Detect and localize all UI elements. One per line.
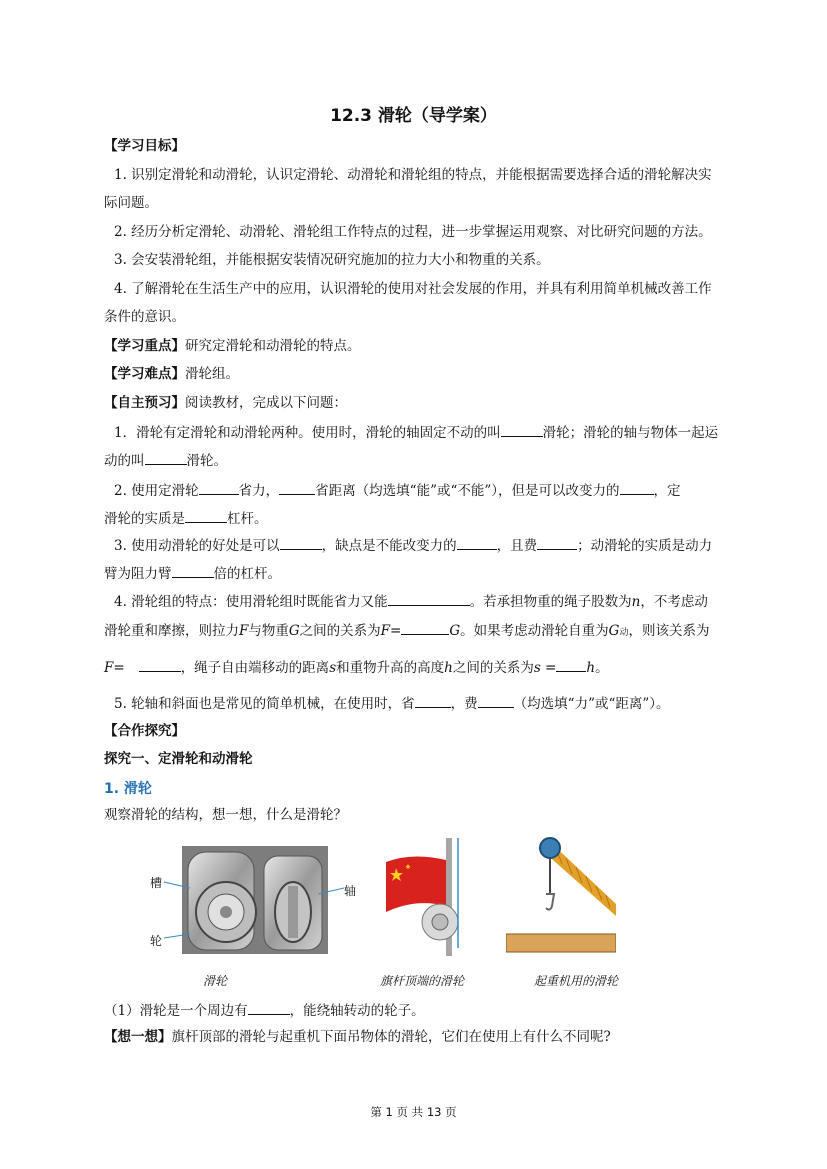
- q4-text-a: 4. 滑轮组的特点：使用滑轮组时既能省力又能: [114, 594, 388, 610]
- q3-text-d: ；动滑轮的实质是动力: [577, 538, 713, 554]
- q4-text-t: 。: [595, 660, 609, 676]
- label-wheel: 轮: [150, 934, 163, 948]
- q3-text-c: ，且费: [496, 538, 538, 554]
- page-title: 12.3 滑轮（导学案）: [330, 106, 497, 126]
- preview-heading: [104, 394, 347, 412]
- q4-text-d: 滑轮重和摩擦，则拉力: [104, 623, 239, 639]
- q1-line-2: [104, 450, 227, 470]
- def1-text-b: ，能绕轴转动的轮子。: [289, 1003, 425, 1019]
- q1-text-d: 滑轮。: [186, 453, 227, 469]
- section-1-heading: 1. 滑轮: [104, 781, 152, 797]
- q3-blank-3[interactable]: [537, 535, 577, 550]
- pulley-photo: [182, 846, 328, 954]
- preview-intro: 阅读教材，完成以下问题：: [185, 395, 347, 411]
- q2-blank-3[interactable]: [620, 480, 654, 495]
- q2-text-f: 杠杆。: [227, 511, 268, 527]
- flagpole-image: [382, 838, 482, 956]
- goal-2: 2. 经历分析定滑轮、动滑轮、滑轮组工作特点的过程，进一步掌握运用观察、对比研究问题的方法。: [114, 224, 712, 240]
- q1-text-b: 滑轮；滑轮的轴与物体一起运: [542, 425, 719, 441]
- q5: [114, 693, 670, 713]
- q2-text-c: 省距离（均选填“能”或“不能”），但是可以改变力的: [315, 483, 620, 499]
- q3-blank-4[interactable]: [172, 563, 214, 578]
- q4-formula-F: F=: [380, 623, 402, 639]
- q4-formula-s: s =: [533, 660, 557, 676]
- def1-text-a: （1）滑轮是一个周边有: [104, 1003, 248, 1019]
- q1-line-1: [114, 422, 718, 442]
- goal-3: 3. 会安装滑轮组，并能根据安装情况研究施加的拉力大小和物重的关系。: [114, 252, 550, 268]
- q3-line-1: [114, 535, 712, 555]
- q5-text-c: （均选填“力”或“距离”）。: [513, 696, 670, 712]
- q4-var-s: s: [329, 660, 337, 676]
- q4-blank-4[interactable]: [556, 657, 586, 672]
- q3-blank-2[interactable]: [457, 535, 497, 550]
- q4-var-Gdong: G: [608, 623, 620, 639]
- q5-text-b: ，费: [450, 696, 478, 712]
- q3-text-f: 倍的杠杆。: [213, 566, 281, 582]
- label-pointer-lines: [162, 878, 192, 948]
- preview-label: 【自主预习】: [104, 395, 185, 411]
- definition-1: [104, 1000, 425, 1020]
- caption-flagpole: 旗杆顶端的滑轮: [380, 974, 465, 988]
- q4-blank-2[interactable]: [401, 620, 449, 635]
- q4-var-F: F: [239, 623, 249, 639]
- q2-line-1: [114, 480, 681, 500]
- q4-text-f: 之间的关系为: [299, 623, 381, 639]
- q3-blank-1[interactable]: [280, 535, 322, 550]
- goal-1-line-2: 际问题。: [104, 195, 158, 211]
- q4-blank-3[interactable]: [139, 657, 181, 672]
- page-footer: 第 1 页 共 13 页: [370, 1105, 457, 1119]
- q4-line-2: [104, 620, 709, 642]
- q4-text-c: ，不考虑动: [640, 594, 708, 610]
- q4-var-G2: G: [449, 623, 461, 639]
- q3-text-e: 臂为阻力臂: [104, 566, 172, 582]
- key-point-label: 【学习重点】: [104, 338, 185, 354]
- q1-text-c: 动的叫: [104, 453, 145, 469]
- q5-blank-2[interactable]: [478, 693, 514, 708]
- think-label: 【想一想】: [104, 1029, 172, 1045]
- q3-text-b: ，缺点是不能改变力的: [321, 538, 457, 554]
- label-axle: 轴: [344, 884, 357, 898]
- q4-text-m: ，绳子自由端移动的距离: [180, 660, 330, 676]
- q4-line-3: [104, 657, 609, 677]
- think-text: 旗杆顶部的滑轮与起重机下面吊物体的滑轮，它们在使用上有什么不同呢?: [171, 1029, 611, 1045]
- q4-var-h: h: [444, 660, 453, 676]
- q2-text-e: 滑轮的实质是: [104, 511, 185, 527]
- q1-text-a: 1．滑轮有定滑轮和动滑轮两种。使用时，滑轮的轴固定不动的叫: [114, 425, 501, 441]
- q2-blank-2[interactable]: [279, 480, 315, 495]
- q3-text-a: 3. 使用动滑轮的好处是可以: [114, 538, 280, 554]
- axle-pointer-line: [316, 880, 346, 900]
- goals-heading: 【学习目标】: [104, 138, 185, 154]
- q4-text-i: 。如果考虑动滑轮自重为: [460, 623, 609, 639]
- think-block: [104, 1028, 611, 1046]
- label-groove: 槽: [150, 876, 163, 890]
- key-point-text: 研究定滑轮和动滑轮的特点。: [185, 338, 361, 354]
- q2-text-b: 省力，: [238, 483, 280, 499]
- goal-4-line-2: 条件的意识。: [104, 309, 185, 325]
- q2-line-2: [104, 508, 268, 528]
- q4-text-e: 与物重: [248, 623, 289, 639]
- caption-pulley: 滑轮: [203, 974, 228, 988]
- goal-1-line-1: 1. 识别定滑轮和动滑轮，认识定滑轮、动滑轮和滑轮组的特点，并能根据需要选择合适的滑轮解决实: [114, 167, 712, 183]
- q4-sub-dong: 动: [619, 628, 629, 638]
- observe-text: 观察滑轮的结构，想一想，什么是滑轮？: [104, 807, 347, 823]
- q2-blank-4[interactable]: [185, 508, 227, 523]
- q4-var-h2: h: [586, 660, 596, 676]
- goal-4-line-1: 4. 了解滑轮在生活生产中的应用，认识滑轮的使用对社会发展的作用，并具有利用简单机械改善工作: [114, 281, 712, 297]
- q4-line-1: [114, 591, 708, 611]
- q3-line-2: [104, 563, 281, 583]
- q5-text-a: 5. 轮轴和斜面也是常见的简单机械，在使用时，省: [114, 696, 415, 712]
- q4-text-o: 和重物升高的高度: [336, 660, 445, 676]
- difficulty: [104, 365, 239, 383]
- q4-text-b: 。若承担物重的绳子股数为: [469, 594, 632, 610]
- q4-var-n: n: [631, 594, 641, 610]
- coop-heading: 【合作探究】: [104, 723, 185, 739]
- crane-image: [506, 834, 616, 956]
- key-point: [104, 337, 361, 355]
- q1-blank-2[interactable]: [145, 450, 187, 465]
- caption-crane: 起重机用的滑轮: [534, 974, 619, 988]
- q2-text-d: ，定: [653, 483, 681, 499]
- q1-blank-1[interactable]: [501, 422, 543, 437]
- q4-text-k: ，则该关系为: [628, 623, 710, 639]
- q5-blank-1[interactable]: [415, 693, 451, 708]
- q2-text-a: 2. 使用定滑轮: [114, 483, 199, 499]
- def1-blank[interactable]: [248, 1000, 290, 1015]
- q2-blank-1[interactable]: [199, 480, 239, 495]
- difficulty-text: 滑轮组。: [185, 366, 239, 382]
- explore1-heading: 探究一、定滑轮和动滑轮: [104, 751, 253, 767]
- q4-text-p: 之间的关系为: [452, 660, 534, 676]
- q4-blank-1[interactable]: [388, 591, 470, 606]
- q4-formula-F2: F=: [104, 660, 125, 676]
- q4-var-G: G: [288, 623, 300, 639]
- difficulty-label: 【学习难点】: [104, 366, 185, 382]
